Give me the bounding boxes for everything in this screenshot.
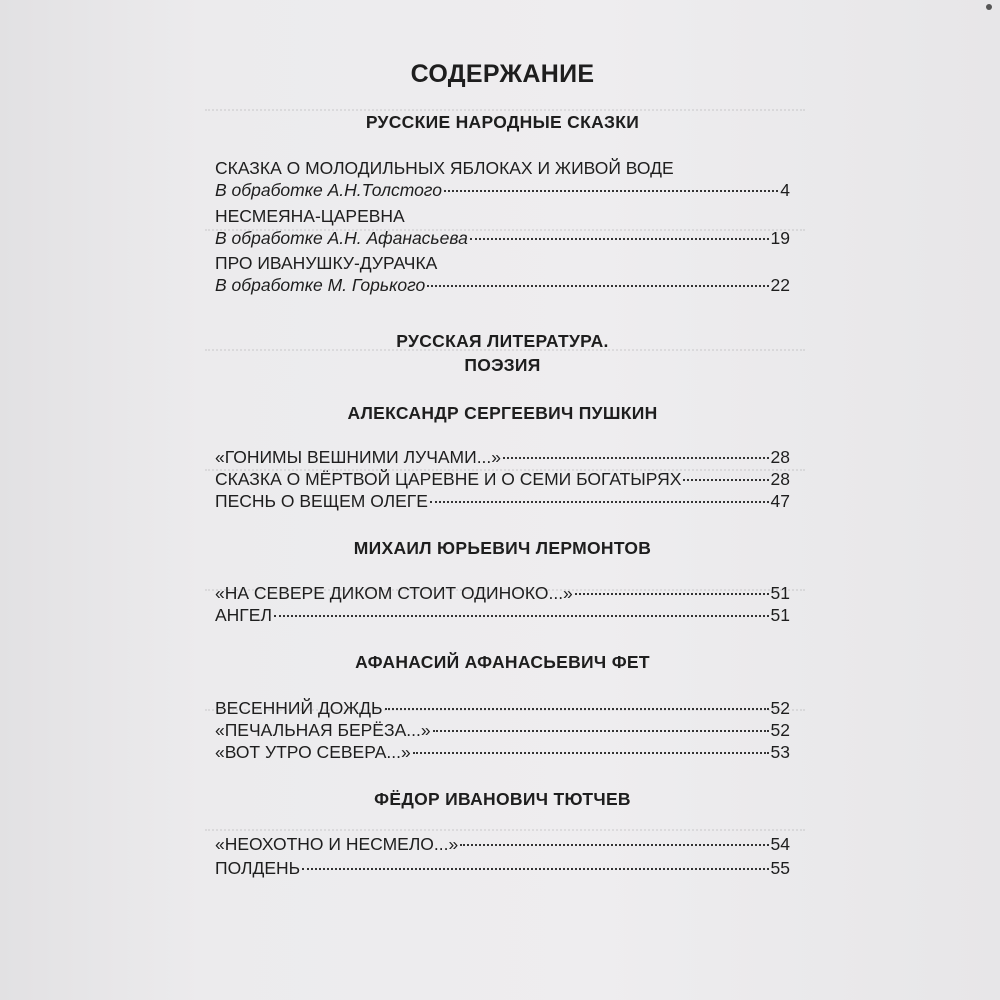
toc-entry [215, 274, 790, 296]
toc-entry-byline: В обработке М. Горького [215, 275, 426, 295]
toc-entry [215, 179, 790, 201]
dot-leader [470, 238, 769, 240]
toc-entry-title: «НА СЕВЕРЕ ДИКОМ СТОИТ ОДИНОКО...» [215, 583, 573, 603]
toc-entry [215, 697, 790, 719]
toc-entry-byline: В обработке А.Н.Толстого [215, 180, 442, 200]
toc-entry [215, 227, 790, 249]
toc-entry-page: 28 [770, 447, 790, 467]
dot-leader [460, 844, 768, 846]
toc-entry [215, 490, 790, 512]
toc-entry-title: «ПЕЧАЛЬНАЯ БЕРЁЗА...» [215, 720, 431, 740]
dot-leader [444, 190, 778, 192]
toc-entry-page: 51 [770, 583, 790, 603]
page-title: СОДЕРЖАНИЕ [410, 60, 595, 88]
toc-entry-title: СКАЗКА О МОЛОДИЛЬНЫХ ЯБЛОКАХ И ЖИВОЙ ВОДЕ [215, 158, 674, 178]
toc-entry-title: ПЕСНЬ О ВЕЩЕМ ОЛЕГЕ [215, 491, 428, 511]
dot-leader [575, 593, 769, 595]
toc-entry-title: ПОЛДЕНЬ [215, 858, 301, 878]
toc-entry-page: 22 [770, 275, 790, 295]
toc-entry-page: 55 [770, 858, 790, 878]
dot-leader [385, 708, 769, 710]
toc-entry-byline: В обработке А.Н. Афанасьева [215, 228, 468, 248]
toc-entry-title: ВЕСЕННИЙ ДОЖДЬ [215, 698, 383, 718]
toc-entry-title: «ГОНИМЫ ВЕШНИМИ ЛУЧАМИ...» [215, 447, 502, 467]
print-speck [986, 4, 992, 10]
toc-entry-page: 52 [770, 720, 790, 740]
toc-entry-page: 54 [770, 834, 790, 854]
author-heading: ФЁДОР ИВАНОВИЧ ТЮТЧЕВ [374, 789, 631, 809]
toc-entry [215, 604, 790, 626]
toc-entry-page: 28 [770, 469, 790, 489]
dot-leader [433, 730, 769, 732]
dot-leader [302, 868, 768, 870]
dot-leader [503, 457, 769, 459]
dot-leader [430, 501, 769, 503]
dot-leader [683, 479, 768, 481]
toc-entry-title: «НЕОХОТНО И НЕСМЕЛО...» [215, 834, 459, 854]
toc-entry-page: 52 [770, 698, 790, 718]
toc-entry-title: АНГЕЛ [215, 605, 272, 625]
dot-leader [413, 752, 769, 754]
section-heading-literature: РУССКАЯ ЛИТЕРАТУРА. [396, 331, 609, 351]
toc-entry-title: ПРО ИВАНУШКУ-ДУРАЧКА [215, 253, 438, 273]
toc-entry [215, 582, 790, 604]
toc-entry-title: «ВОТ УТРО СЕВЕРА...» [215, 742, 411, 762]
toc-entry [215, 719, 790, 741]
dot-leader [427, 285, 768, 287]
author-heading: АЛЕКСАНДР СЕРГЕЕВИЧ ПУШКИН [347, 403, 658, 423]
toc-entry-title: НЕСМЕЯНА-ЦАРЕВНА [215, 206, 405, 226]
toc-entry [215, 833, 790, 855]
toc-entry-page: 51 [770, 605, 790, 625]
dot-leader [274, 615, 769, 617]
author-heading: МИХАИЛ ЮРЬЕВИЧ ЛЕРМОНТОВ [353, 538, 652, 558]
section-heading-folk-tales: РУССКИЕ НАРОДНЫЕ СКАЗКИ [365, 112, 640, 132]
toc-entry [215, 857, 790, 879]
toc-entry-page: 53 [770, 742, 790, 762]
toc-entry-page: 47 [770, 491, 790, 511]
author-heading: АФАНАСИЙ АФАНАСЬЕВИЧ ФЕТ [355, 652, 650, 672]
toc-entry [215, 446, 790, 468]
section-heading-poetry: ПОЭЗИЯ [464, 355, 541, 375]
toc-entry-title: СКАЗКА О МЁРТВОЙ ЦАРЕВНЕ И О СЕМИ БОГАТЫРЯХ [215, 469, 682, 489]
toc-entry-page: 19 [770, 228, 790, 248]
toc-entry [215, 468, 790, 490]
toc-entry-page: 4 [780, 180, 790, 200]
toc-entry [215, 741, 790, 763]
